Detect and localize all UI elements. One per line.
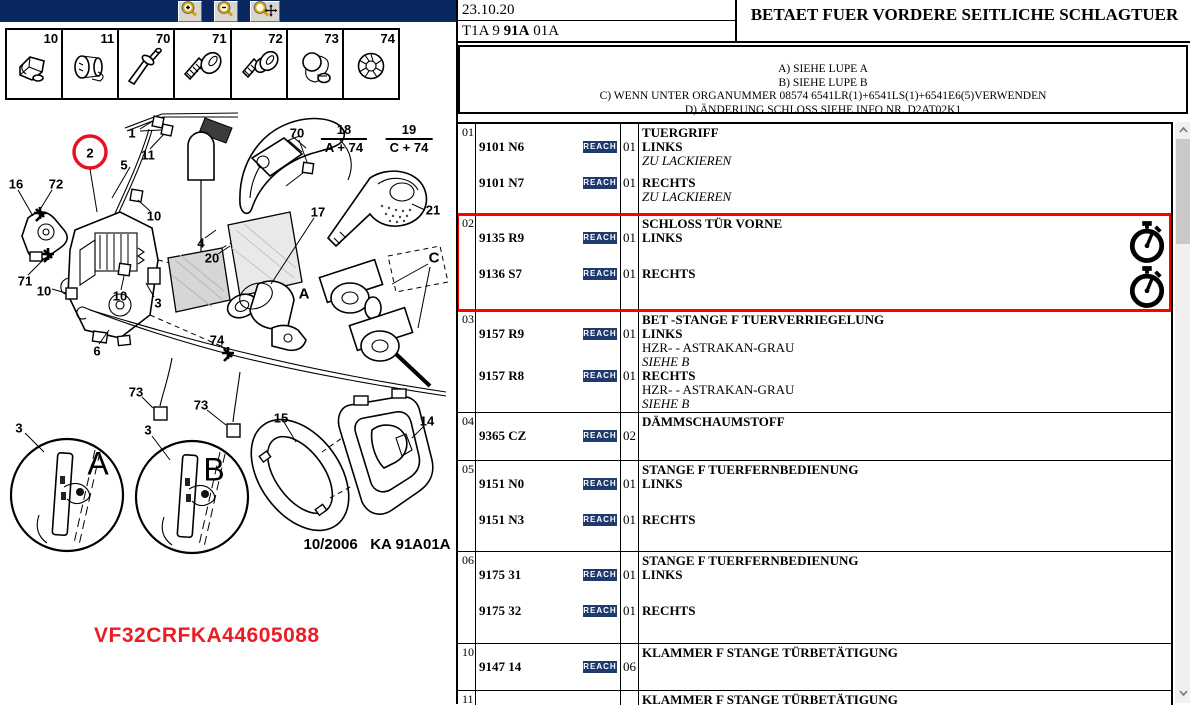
description: RECHTS [642, 368, 696, 383]
page-title: BETAET FUER VORDERE SEITLICHE SCHLAGTUER [750, 5, 1179, 24]
stopwatch-icon [1128, 219, 1166, 269]
thumbnail-number: 73 [324, 31, 339, 46]
quantity [620, 646, 638, 660]
diagram-label-3[interactable]: 3 [144, 422, 152, 438]
diagram-toolbar [0, 0, 456, 22]
table-row-02[interactable] [458, 215, 1171, 311]
exploded-diagram [0, 100, 456, 723]
part-number [476, 513, 620, 527]
fraction-bottom: A + 74 [321, 138, 367, 155]
diagram-label-1[interactable]: 1 [128, 125, 136, 141]
quantity [620, 126, 638, 140]
part-number-text: 9101 N6 [479, 139, 525, 154]
screw-washer-icon [239, 45, 279, 89]
note-line: D) ÄNDERUNG SCHLOSS SIEHE INFO NR. D2AT02K1 [684, 103, 962, 116]
part-number-text: 9136 S7 [479, 266, 522, 281]
quantity: 01 [623, 512, 636, 527]
diagram-label-72[interactable]: 72 [48, 176, 64, 192]
diagram-label-16[interactable]: 16 [8, 176, 24, 192]
description: HZR- - ASTRAKAN-GRAU [642, 382, 795, 397]
quantity: 01 [623, 603, 636, 618]
reach-badge[interactable]: REACH [583, 431, 617, 440]
diagram-label-3[interactable]: 3 [15, 420, 23, 436]
thumbnail-strip [5, 28, 400, 100]
row-ref: 01 [462, 125, 474, 139]
diagram-label-17[interactable]: 17 [310, 204, 326, 220]
description [638, 429, 1171, 443]
description: RECHTS [642, 175, 696, 190]
magnifier-minus-icon [217, 1, 235, 22]
quantity [620, 383, 638, 397]
scroll-down-icon[interactable] [1175, 685, 1190, 701]
description: RECHTS [642, 266, 696, 281]
diagram-label-73[interactable]: 73 [193, 397, 209, 413]
part-number-text: 9101 N7 [479, 175, 525, 190]
row-ref: 10 [462, 645, 474, 659]
thumbnail-part-70[interactable] [119, 30, 175, 98]
note-line: A) SIEHE LUPE A [778, 63, 868, 75]
thumbnail-part-71[interactable] [175, 30, 231, 98]
part-number [476, 429, 620, 443]
part-number [476, 327, 620, 341]
table-row-04[interactable] [458, 413, 1171, 461]
thumbnail-part-10[interactable] [7, 30, 63, 98]
part-number-text: 9365 CZ [479, 428, 527, 443]
table-row-06[interactable] [458, 552, 1171, 644]
diagram-label-21[interactable]: 21 [425, 202, 441, 218]
diagram-label-10[interactable]: 10 [36, 283, 52, 299]
description: DÄMMSCHAUMSTOFF [642, 414, 785, 429]
clip-grommet-icon [295, 45, 335, 89]
row-ref: 11 [462, 692, 474, 705]
description: HZR- - ASTRAKAN-GRAU [642, 340, 795, 355]
part-number-text: 9175 31 [479, 567, 522, 582]
quantity: 01 [623, 175, 636, 190]
reach-badge[interactable]: REACH [583, 570, 617, 579]
quantity [620, 341, 638, 355]
diagram-label-15[interactable]: 15 [273, 410, 289, 426]
parts-list-panel [456, 0, 1190, 704]
quantity: 01 [623, 326, 636, 341]
quantity: 02 [623, 428, 636, 443]
parts-list-header [458, 0, 1190, 43]
fraction-bottom: C + 74 [386, 138, 433, 155]
part-number [476, 604, 620, 618]
reach-badge[interactable]: REACH [583, 662, 617, 671]
reach-badge[interactable]: REACH [583, 178, 617, 187]
diagram-label-6[interactable]: 6 [93, 343, 101, 359]
table-row-03[interactable] [458, 311, 1171, 413]
page-reference: T1A 9 91A 01A [462, 23, 560, 39]
reach-badge[interactable]: REACH [583, 329, 617, 338]
thumbnail-part-74[interactable] [344, 30, 398, 98]
description: KLAMMER F STANGE TÜRBETÄTIGUNG [642, 692, 898, 705]
quantity: 01 [623, 266, 636, 281]
thumbnail-number: 71 [212, 31, 227, 46]
table-row-05[interactable] [458, 461, 1171, 552]
description: LINKS [642, 139, 683, 154]
zoom-out-button[interactable] [214, 1, 238, 22]
diagram-label-71[interactable]: 71 [17, 273, 33, 289]
notes-box [458, 45, 1188, 114]
catalog-date: 23.10.20 [458, 0, 735, 21]
part-number [476, 176, 620, 190]
part-number [476, 369, 620, 383]
quantity [620, 554, 638, 568]
zoom-in-button[interactable] [178, 1, 202, 22]
thumbnail-part-11[interactable] [63, 30, 119, 98]
reach-badge[interactable]: REACH [583, 269, 617, 278]
reach-badge[interactable]: REACH [583, 515, 617, 524]
table-row-01[interactable] [458, 124, 1171, 215]
description: STANGE F TUERFERNBEDIENUNG [642, 553, 859, 568]
row-ref: 04 [462, 414, 474, 428]
diagram-label-B[interactable]: B [203, 451, 225, 488]
part-number [476, 477, 620, 491]
quantity [620, 217, 638, 231]
quantity [620, 355, 638, 369]
part-number-text: 9151 N0 [479, 476, 525, 491]
description: RECHTS [642, 603, 696, 618]
vin-number: VF32CRFKA44605088 [94, 624, 320, 647]
diagram-label-A[interactable]: A [298, 285, 310, 303]
quantity [620, 463, 638, 477]
thumbnail-number: 11 [100, 31, 115, 46]
reach-badge[interactable]: REACH [583, 479, 617, 488]
thumbnail-number: 72 [268, 31, 283, 46]
part-number-text: 9135 R9 [479, 230, 525, 245]
diagram-label-10[interactable]: 10 [112, 288, 128, 304]
diagram-panel [0, 0, 456, 723]
note-line: C) WENN UNTER ORGANUMMER 08574 6541LR(1)+6541LS(1)+6541E6(5)VERWENDEN [599, 90, 1047, 102]
part-number-text: 9157 R9 [479, 326, 525, 341]
description: LINKS [642, 476, 683, 491]
quantity: 06 [623, 659, 636, 674]
rivet-icon [126, 45, 166, 89]
diagram-label-14[interactable]: 14 [419, 413, 435, 429]
header-reference-cell [458, 0, 737, 41]
screw-icon [182, 45, 222, 89]
diagram-label-5[interactable]: 5 [120, 157, 128, 173]
part-number [476, 140, 620, 154]
quantity: 01 [623, 567, 636, 582]
diagram-label-10[interactable]: 10 [146, 208, 162, 224]
description: LINKS [642, 230, 683, 245]
part-number [476, 660, 620, 674]
description [638, 660, 1171, 674]
reach-badge[interactable]: REACH [583, 606, 617, 615]
description: LINKS [642, 567, 683, 582]
diagram-label-20[interactable]: 20 [204, 250, 220, 266]
scroll-up-icon[interactable] [1175, 122, 1190, 138]
diagram-label-C[interactable]: C [428, 249, 440, 267]
diagram-label-2[interactable]: 2 [86, 145, 94, 161]
table-row-11[interactable] [458, 691, 1171, 705]
quantity [620, 693, 638, 705]
part-number-text: 9151 N3 [479, 512, 525, 527]
part-number-text: 9175 32 [479, 603, 522, 618]
part-number [476, 267, 620, 281]
quantity [620, 313, 638, 327]
fraction-top: 18 [336, 122, 352, 137]
quantity: 01 [623, 139, 636, 154]
thumbnail-part-72[interactable] [232, 30, 288, 98]
magnifier-pan-icon [253, 1, 277, 22]
description: ZU LACKIEREN [642, 153, 732, 168]
zoom-pan-button[interactable] [250, 1, 280, 22]
part-number-text: 9147 14 [479, 659, 522, 674]
magnifier-plus-icon [181, 1, 199, 22]
note-line: B) SIEHE LUPE B [778, 76, 868, 89]
stopwatch-icon [1128, 264, 1166, 314]
row-ref: 02 [462, 216, 474, 230]
diagram-label-19[interactable] [386, 122, 433, 155]
diagram-label-A[interactable]: A [87, 445, 109, 482]
scrollbar[interactable] [1175, 122, 1190, 703]
reach-badge[interactable]: REACH [583, 371, 617, 380]
quantity: 01 [623, 368, 636, 383]
diagram-label-4[interactable]: 4 [197, 235, 205, 251]
row-ref: 03 [462, 312, 474, 326]
description: KLAMMER F STANGE TÜRBETÄTIGUNG [642, 645, 898, 660]
quantity [620, 415, 638, 429]
description: LINKS [642, 326, 683, 341]
quantity: 01 [623, 476, 636, 491]
star-washer-icon [351, 45, 391, 89]
parts-table [458, 122, 1173, 705]
row-ref: 06 [462, 553, 474, 567]
diagram-label-74[interactable]: 74 [209, 332, 225, 348]
scrollbar-thumb[interactable] [1176, 139, 1190, 244]
thumbnail-part-73[interactable] [288, 30, 344, 98]
table-row-10[interactable] [458, 644, 1171, 691]
thumbnail-number: 74 [380, 31, 395, 46]
grommet-icon [70, 45, 110, 89]
reach-badge[interactable]: REACH [583, 233, 617, 242]
fraction-top: 19 [401, 122, 417, 137]
description: SIEHE B [642, 396, 690, 411]
quantity [620, 190, 638, 204]
description: STANGE F TUERFERNBEDIENUNG [642, 462, 859, 477]
thumbnail-number: 70 [155, 31, 171, 46]
quantity [620, 154, 638, 168]
row-ref: 05 [462, 462, 474, 476]
description: RECHTS [642, 512, 696, 527]
diagram-label-73[interactable]: 73 [128, 384, 144, 400]
clip-icon [14, 45, 54, 89]
description: SCHLOSS TÜR VORNE [642, 216, 783, 231]
diagram-label-3[interactable]: 3 [154, 295, 162, 311]
part-number-text: 9157 R8 [479, 368, 525, 383]
description: TUERGRIFF [642, 125, 719, 140]
diagram-label-18[interactable] [321, 122, 367, 155]
part-number [476, 231, 620, 245]
diagram-label-70[interactable]: 70 [289, 125, 305, 141]
quantity: 01 [623, 230, 636, 245]
description: SIEHE B [642, 354, 690, 369]
thumbnail-number: 10 [43, 31, 59, 46]
reach-badge[interactable]: REACH [583, 142, 617, 151]
part-number [476, 568, 620, 582]
quantity [620, 397, 638, 411]
description: ZU LACKIEREN [642, 189, 732, 204]
diagram-label-11[interactable]: 11 [141, 147, 155, 163]
diagram-caption: 10/2006 KA 91A01A [303, 536, 451, 553]
description: BET -STANGE F TUERVERRIEGELUNG [642, 312, 885, 327]
